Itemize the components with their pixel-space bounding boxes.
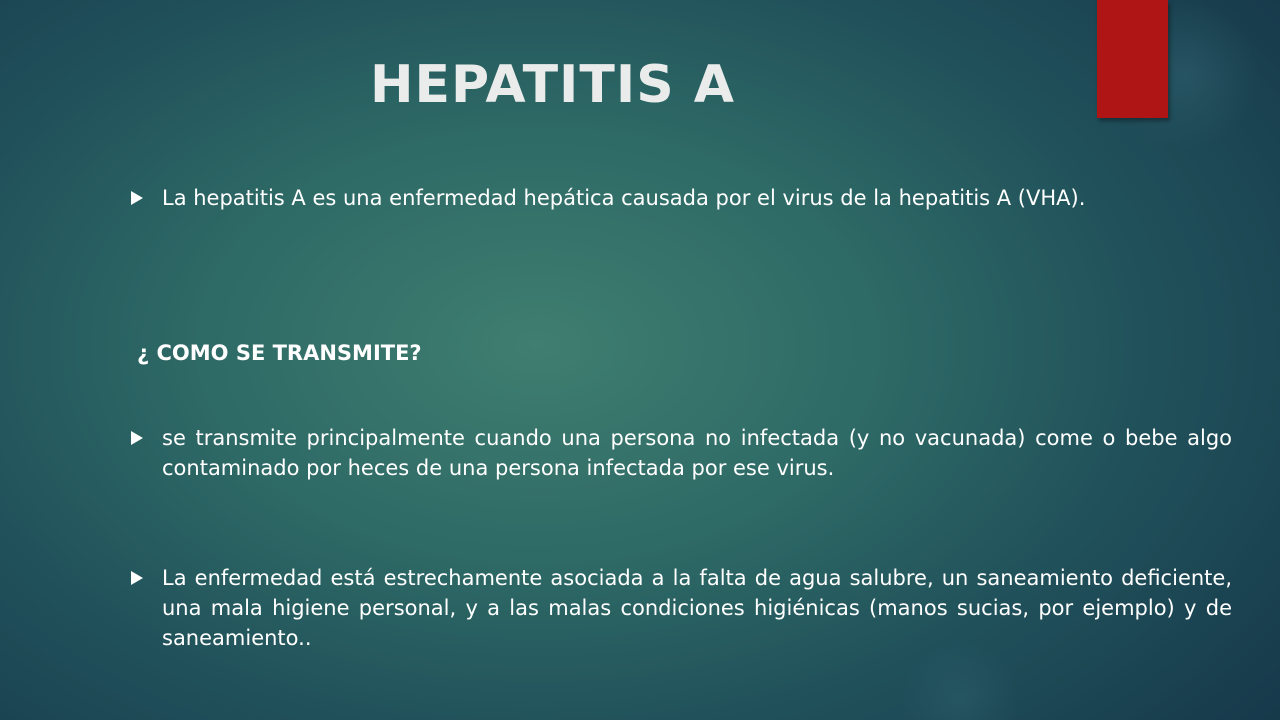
section-subheading: ¿ COMO SE TRANSMITE? xyxy=(137,341,422,365)
bullet-text: se transmite principalmente cuando una persona no infectada (y no vacunada) come o bebe algo contaminado por heces de una persona infectada por ese virus. xyxy=(162,426,1232,480)
bullet-item xyxy=(131,183,1232,213)
bullet-text: La hepatitis A es una enfermedad hepática causada por el virus de la hepatitis A (VHA). xyxy=(162,186,1086,210)
bullet-item xyxy=(131,423,1232,483)
arrow-triangle-icon xyxy=(131,563,162,593)
bullet-item xyxy=(131,563,1232,653)
arrow-triangle-icon xyxy=(131,423,162,453)
bullet-text: La enfermedad está estrechamente asociada a la falta de agua salubre, un saneamiento deficiente, una mala higiene personal, y a las malas condiciones higiénicas (manos sucias, por ejemplo) y de saneamiento.. xyxy=(162,566,1232,650)
red-accent-bar xyxy=(1097,0,1168,118)
arrow-triangle-icon xyxy=(131,183,162,213)
slide-title: HEPATITIS A xyxy=(370,55,736,115)
